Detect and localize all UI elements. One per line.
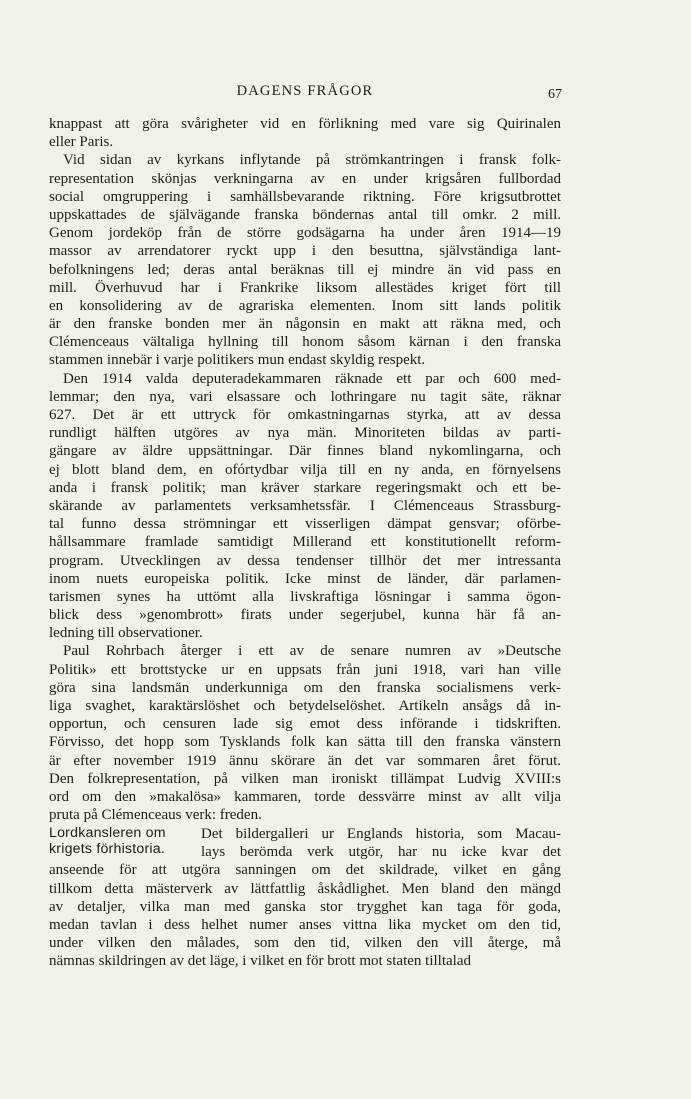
text-line: liga svaghet, karaktärslöshet och betydelselöshet. Artikeln ansågs då in-: [49, 698, 561, 714]
paragraph: [49, 151, 561, 369]
section-text-line: av detaljer, vilka man med ganska stor trygghet kan taga för goda,: [49, 898, 561, 915]
text-line: Vid sidan av kyrkans inflytande på strömkantringen i fransk folk-: [63, 152, 561, 169]
text-line: anda i fransk politik; man kräver starkare regeringsmakt och ett be-: [49, 479, 561, 496]
text-line: stammen innebär i varje politikers mun endast skyldig respekt.: [49, 352, 426, 369]
section-heading-line: krigets förhistoria.: [49, 841, 165, 857]
text-line: mill. Överhuvud har i Frankrike liksom allestädes kriget fört till: [49, 279, 561, 296]
text-line: lemmar; den nya, vari elsassare och lothringare nu tagit säte, räknar: [49, 388, 561, 405]
page-header: [49, 83, 561, 105]
text-line: gängare av äldre uppsättningar. Där finnes bland nykomlingarna, och: [49, 443, 561, 460]
text-line: Förvisso, det hopp som Tysklands folk kan sätta till den franska vänstern: [49, 734, 561, 751]
paragraph: [49, 642, 561, 824]
text-line: ej blott bland dem, en ofórtydbar vilja till en ny anda, en förnyelsens: [49, 461, 561, 478]
text-line: Genom jordeköp från de större godsägarna ha under åren 1914—19: [49, 225, 561, 242]
text-line: eller Paris.: [49, 134, 114, 151]
text-line: befolkningens led; deras antal beräknas till ej mindre än vid pass en: [49, 261, 561, 278]
section-text-line: Det bildergalleri ur Englands historia, som Macau-: [201, 826, 561, 842]
text-line: blick dess »genombrott» firats under segerjubel, kunna här få an-: [49, 607, 561, 624]
paragraph: [49, 370, 561, 643]
text-line: Den folkrepresentation, på vilken man ironiskt tillämpat Ludvig XVIII:s: [49, 770, 561, 787]
text-line: tal funno dessa strömningar ett visserligen dämpat gensvar; oförbe-: [49, 516, 561, 533]
text-line: knappast att göra svårigheter vid en förlikning med vare sig Quirinalen: [49, 116, 561, 132]
section-text-line: anseende för att utgöra sanningen om det skildrade, vilket en gång: [49, 862, 561, 879]
section-text-line: tillkom detta mästerverk av lättfattlig åskådlighet. Men bland den mängd: [49, 880, 561, 897]
text-line: hållsammare framlade samtidigt Millerand ett konstitutionellt reform-: [49, 534, 561, 551]
body-text: [49, 115, 561, 824]
text-line: 627. Det är ett uttryck för omkastningarnas styrka, att av dessa: [49, 407, 561, 423]
text-line: är efter november 1919 ännu skörare än det var sommaren året förut.: [49, 752, 561, 769]
text-line: pruta på Clémenceaus verk: freden.: [49, 807, 262, 824]
text-line: Politik» ett brottstycke ur en uppsats från juni 1918, vari han ville: [49, 661, 561, 678]
text-line: Clémenceaus vältaliga hyllning till honom såsom kärnan i den franska: [49, 334, 561, 351]
text-line: tarismen synes ha uttömt alla livskraftiga lösningar i samma ögon-: [49, 588, 561, 605]
section-lordkansleren: [49, 825, 561, 971]
text-line: uppskattades de självägande franska böndernas antal till omkr. 2 mill.: [49, 206, 561, 223]
paragraph: [49, 115, 561, 151]
text-line: skärande av parlamentets verksamhetssfär. I Clémenceaus Strassburg-: [49, 497, 561, 514]
text-line: program. Utvecklingen av dessa tendenser tillhör det mer intressanta: [49, 552, 561, 569]
text-line: göra sina landsmän underkunniga om den franska socialismens verk-: [49, 679, 561, 696]
text-line: opportun, och censuren lade sig emot dess införande i tidskriften.: [49, 716, 561, 733]
text-line: en konsolidering av de agrariska elementen. Inom sitt lands politik: [49, 297, 561, 314]
text-line: Den 1914 valda deputeradekammaren räknade ett par och 600 med-: [63, 370, 561, 387]
text-line: inom nuets europeiska politik. Icke minst de länder, där parlamen-: [49, 570, 561, 587]
text-line: massor av arrendatorer ryckt upp i den besuttna, självständiga lant-: [49, 243, 561, 260]
text-line: rundligt hälften utgöres av nya män. Minoriteten bildas av parti-: [49, 425, 561, 442]
section-heading-line: Lordkansleren om: [49, 825, 166, 841]
page-number: 67: [548, 87, 562, 102]
text-line: social omgruppering i samhällsbevarande riktning. Före krigsutbrottet: [49, 188, 561, 205]
text-line: ord om den »makalösa» kammaren, torde dessvärre minst av allt vilja: [49, 788, 561, 805]
section-text-line: under vilken den målades, som den tid, vilken den vill återge, må: [49, 935, 561, 952]
section-text-line: medan tavlan i dess helhet numer anses vittna lika mycket om den tid,: [49, 916, 561, 933]
text-line: Paul Rohrbach återger i ett av de senare numren av »Deutsche: [63, 643, 561, 660]
text-line: representation skönjas verkningarna av en under krigsåren fullbordad: [49, 170, 561, 187]
section-body: [49, 861, 561, 970]
text-line: är den franske bonden mer än någonsin en makt att räkna med, och: [49, 316, 561, 333]
text-line: ledning till observationer.: [49, 625, 203, 642]
section-text-line: lays berömda verk utgör, har nu icke kvar det: [201, 844, 561, 861]
section-heading: [49, 825, 199, 857]
section-text-line: nämnas skildringen av det läge, i vilket en för brott mot staten tilltalad: [49, 953, 471, 970]
running-title: DAGENS FRÅGOR: [236, 83, 374, 99]
